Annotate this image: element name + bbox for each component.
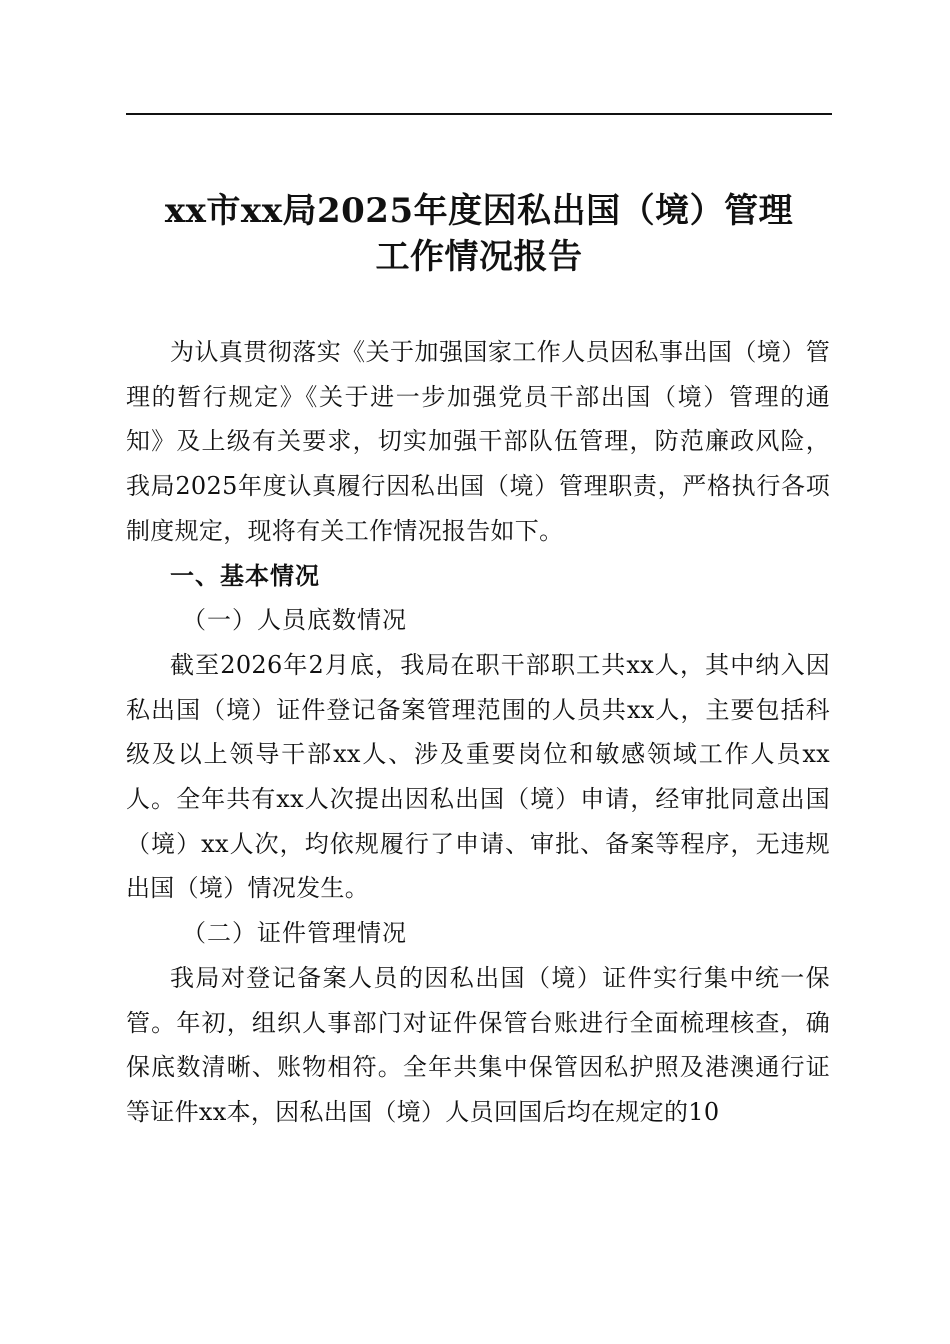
subsection-heading-personnel: （一）人员底数情况	[182, 606, 407, 635]
intro-paragraph: 为认真贯彻落实《关于加强国家工作人员因私事出国（境）管理的暂行规定》《关于进一步加强党员干部出国（境）管理的通知》及上级有关要求，切实加强干部队伍管理，防范廉政风险，我局2025年度认真履行因私出国（境）管理职责，严格执行各项制度规定，现将有关工作情况报告如下。	[126, 338, 830, 545]
title-line-1: xx市xx局2025年度因私出国（境）管理	[164, 191, 794, 231]
section-heading-basic-situation: 一、基本情况	[170, 560, 320, 590]
document-body	[126, 330, 830, 1135]
title-line-2: 工作情况报告	[375, 237, 583, 277]
documents-paragraph: 我局对登记备案人员的因私出国（境）证件实行集中统一保管。年初，组织人事部门对证件保管台账进行全面梳理核查，确保底数清晰、账物相符。全年共集中保管因私护照及港澳通行证等证件xx本，因私出国（境）人员回国后均在规定的10	[126, 963, 830, 1126]
header-rule	[126, 113, 832, 115]
personnel-paragraph: 截至2026年2月底，我局在职干部职工共xx人，其中纳入因私出国（境）证件登记备案管理范围的人员共xx人，主要包括科级及以上领导干部xx人、涉及重要岗位和敏感领域工作人员xx人。全年共有xx人次提出因私出国（境）申请，经审批同意出国（境）xx人次，均依规履行了申请、审批、备案等程序，无违规出国（境）情况发生。	[126, 650, 830, 903]
subsection-heading-documents: （二）证件管理情况	[182, 919, 407, 948]
document-title	[126, 188, 832, 280]
